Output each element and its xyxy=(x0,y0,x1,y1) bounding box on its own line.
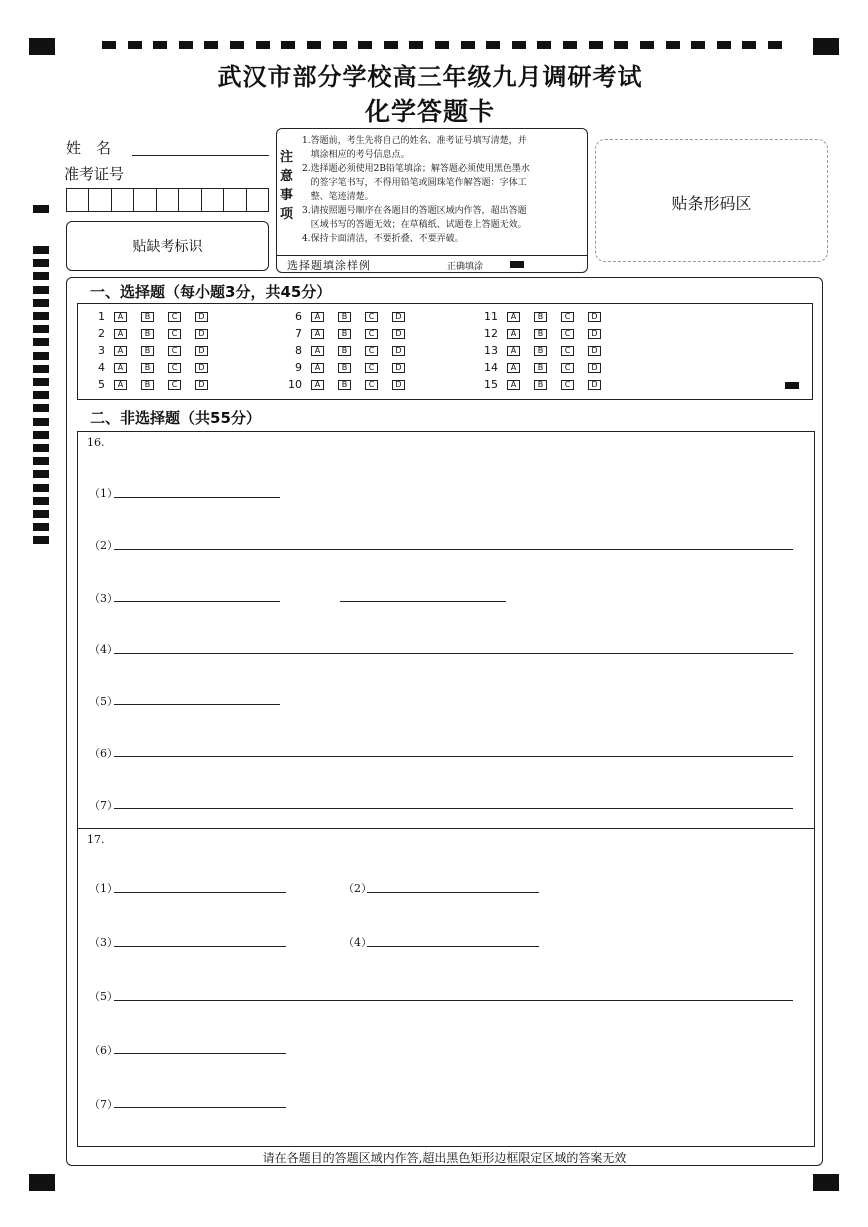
choice-bubble[interactable]: A xyxy=(311,346,324,356)
note-line: 3.请按照题号顺序在各题目的答题区域内作答，超出答题 xyxy=(302,206,527,216)
choice-question-number: 1 xyxy=(98,310,105,323)
timing-mark xyxy=(33,338,49,346)
timing-mark xyxy=(33,352,49,360)
note-line: 的签字笔书写，不得用铅笔或圆珠笔作解答题：字体工 xyxy=(302,178,527,188)
timing-mark xyxy=(33,484,49,492)
q17-part7-label: （7） xyxy=(89,1098,118,1111)
choice-bubble[interactable]: B xyxy=(534,380,547,390)
timing-dash xyxy=(717,41,731,49)
timing-mark xyxy=(33,523,49,531)
choice-bubble[interactable]: A xyxy=(311,363,324,373)
choice-bubble[interactable]: C xyxy=(365,363,378,373)
choice-bubble[interactable]: D xyxy=(195,312,208,322)
barcode-label: 贴条形码区 xyxy=(671,194,752,213)
exam-id-cell[interactable] xyxy=(202,189,224,211)
exam-id-cell[interactable] xyxy=(89,189,111,211)
corner-mark-top-right xyxy=(813,38,839,55)
choice-question-number: 8 xyxy=(295,344,302,357)
choice-bubble[interactable]: B xyxy=(338,312,351,322)
timing-mark xyxy=(33,536,49,544)
timing-mark xyxy=(33,205,49,213)
choice-bubble[interactable]: B xyxy=(338,380,351,390)
top-timing-marks xyxy=(102,41,782,49)
choice-timing-mark xyxy=(785,382,799,389)
choice-bubble[interactable]: D xyxy=(588,329,601,339)
choice-question-number: 12 xyxy=(484,327,498,340)
choice-questions[interactable] xyxy=(77,303,813,400)
choice-bubble[interactable]: A xyxy=(507,312,520,322)
choice-question-number: 11 xyxy=(484,310,498,323)
q16-part7-label: （7） xyxy=(89,799,118,812)
choice-bubble[interactable]: D xyxy=(195,380,208,390)
name-label: 姓 名 xyxy=(66,139,112,157)
q17-part5-label: （5） xyxy=(89,990,118,1003)
choice-bubble[interactable]: D xyxy=(588,346,601,356)
choice-bubble[interactable]: D xyxy=(195,346,208,356)
choice-bubble[interactable]: B xyxy=(141,346,154,356)
choice-bubble[interactable]: A xyxy=(507,363,520,373)
choice-question-number: 13 xyxy=(484,344,498,357)
q17-box xyxy=(77,828,815,1147)
choice-bubble[interactable]: D xyxy=(392,346,405,356)
choice-bubble[interactable]: A xyxy=(114,346,127,356)
note-line: 整、笔迹清楚。 xyxy=(302,192,374,202)
choice-question-number: 15 xyxy=(484,378,498,391)
exam-id-cell[interactable] xyxy=(157,189,179,211)
q17-part6-label: （6） xyxy=(89,1044,118,1057)
timing-dash xyxy=(409,41,423,49)
timing-dash xyxy=(691,41,705,49)
choice-bubble[interactable]: D xyxy=(588,363,601,373)
section2-title: 二、非选择题（共55分） xyxy=(90,409,261,427)
q17-label: 17. xyxy=(87,833,105,846)
timing-mark xyxy=(33,378,49,386)
timing-mark xyxy=(33,444,49,452)
choice-bubble[interactable]: A xyxy=(114,312,127,322)
choice-bubble[interactable]: C xyxy=(168,363,181,373)
timing-dash xyxy=(589,41,603,49)
timing-dash xyxy=(537,41,551,49)
timing-mark xyxy=(33,365,49,373)
section1-title: 一、选择题（每小题3分，共45分） xyxy=(90,283,332,301)
choice-bubble[interactable]: B xyxy=(534,329,547,339)
timing-dash xyxy=(358,41,372,49)
choice-bubble[interactable]: D xyxy=(588,312,601,322)
timing-dash xyxy=(307,41,321,49)
timing-dash xyxy=(486,41,500,49)
choice-bubble[interactable]: C xyxy=(561,363,574,373)
note-line: 4.保持卡面清洁，不要折叠、不要弄破。 xyxy=(302,234,464,244)
notes-list xyxy=(302,134,586,246)
choice-bubble[interactable]: D xyxy=(195,363,208,373)
choice-question-number: 9 xyxy=(295,361,302,374)
correct-fill-label: 正确填涂 xyxy=(447,262,484,272)
timing-dash xyxy=(230,41,244,49)
choice-bubble[interactable]: B xyxy=(141,329,154,339)
choice-question-number: 10 xyxy=(288,378,302,391)
choice-bubble[interactable]: D xyxy=(195,329,208,339)
choice-question-number: 2 xyxy=(98,327,105,340)
timing-mark xyxy=(33,431,49,439)
timing-mark xyxy=(33,272,49,280)
left-timing-marks xyxy=(33,205,49,555)
timing-dash xyxy=(281,41,295,49)
timing-mark xyxy=(33,470,49,478)
exam-id-cell[interactable] xyxy=(224,189,246,211)
choice-bubble[interactable]: B xyxy=(141,363,154,373)
q17-part3-answer-line[interactable] xyxy=(114,946,286,947)
timing-dash xyxy=(204,41,218,49)
q16-label: 16. xyxy=(87,436,105,449)
q16-part6-label: （6） xyxy=(89,747,118,760)
q17-part2-label: （2） xyxy=(343,882,372,895)
name-field[interactable] xyxy=(132,155,269,156)
q17-part1-label: （1） xyxy=(89,882,118,895)
q16-part1-label: （1） xyxy=(89,487,118,500)
timing-mark xyxy=(33,391,49,399)
correct-fill-sample xyxy=(510,261,524,268)
choice-bubble[interactable]: C xyxy=(365,312,378,322)
timing-mark xyxy=(33,312,49,320)
choice-question-number: 5 xyxy=(98,378,105,391)
choice-bubble[interactable]: C xyxy=(365,380,378,390)
choice-bubble[interactable]: D xyxy=(392,329,405,339)
timing-dash xyxy=(128,41,142,49)
choice-bubble[interactable]: A xyxy=(114,363,127,373)
timing-dash xyxy=(435,41,449,49)
timing-dash xyxy=(640,41,654,49)
choice-bubble[interactable]: A xyxy=(114,329,127,339)
choice-question-number: 6 xyxy=(295,310,302,323)
timing-dash xyxy=(179,41,193,49)
choice-bubble[interactable]: B xyxy=(534,346,547,356)
choice-bubble[interactable]: B xyxy=(338,329,351,339)
choice-bubble[interactable]: A xyxy=(507,346,520,356)
choice-bubble[interactable]: A xyxy=(311,380,324,390)
q16-part2-label: （2） xyxy=(89,539,118,552)
choice-bubble[interactable]: B xyxy=(141,312,154,322)
choice-question-number: 4 xyxy=(98,361,105,374)
choice-bubble[interactable]: B xyxy=(338,363,351,373)
absent-mark-label: 贴缺考标识 xyxy=(132,239,203,255)
choice-bubble[interactable]: C xyxy=(168,380,181,390)
exam-id-label: 准考证号 xyxy=(64,165,125,183)
footer-note: 请在各题目的答题区域内作答,超出黑色矩形边框限定区域的答案无效 xyxy=(262,1151,627,1165)
timing-mark xyxy=(33,286,49,294)
choice-bubble[interactable]: D xyxy=(392,363,405,373)
choice-bubble[interactable]: B xyxy=(141,380,154,390)
timing-dash xyxy=(461,41,475,49)
choice-bubble[interactable]: A xyxy=(507,380,520,390)
exam-id-cell[interactable] xyxy=(179,189,201,211)
choice-bubble[interactable]: A xyxy=(114,380,127,390)
q17-part4-answer-line[interactable] xyxy=(367,946,539,947)
corner-mark-bottom-left xyxy=(29,1174,55,1191)
note-line: 2.选择题必须使用2B铅笔填涂；解答题必须使用黑色墨水 xyxy=(302,164,530,174)
timing-dash xyxy=(563,41,577,49)
choice-bubble[interactable]: C xyxy=(561,380,574,390)
choice-bubble[interactable]: B xyxy=(534,363,547,373)
q16-part3-label: （3） xyxy=(89,592,118,605)
corner-mark-bottom-right xyxy=(813,1174,839,1191)
timing-dash xyxy=(384,41,398,49)
timing-mark xyxy=(33,497,49,505)
timing-dash xyxy=(256,41,270,49)
choice-bubble[interactable]: A xyxy=(507,329,520,339)
choice-bubble[interactable]: B xyxy=(338,346,351,356)
choice-bubble[interactable]: B xyxy=(534,312,547,322)
choice-bubble[interactable]: A xyxy=(311,329,324,339)
note-line: 区域书写的答题无效；在草稿纸、试题卷上答题无效。 xyxy=(302,220,527,230)
q16-part2-answer-line[interactable] xyxy=(114,549,793,550)
choice-bubble[interactable]: C xyxy=(561,329,574,339)
q16-part4-answer-line[interactable] xyxy=(114,653,793,654)
exam-id-cell[interactable] xyxy=(112,189,134,211)
q16-part6-answer-line[interactable] xyxy=(114,756,793,757)
timing-dash xyxy=(768,41,782,49)
q16-part5-answer-line[interactable] xyxy=(114,704,280,705)
exam-id-grid[interactable] xyxy=(66,188,269,212)
sample-label: 选择题填涂样例 xyxy=(287,259,371,272)
timing-mark xyxy=(33,457,49,465)
notes-sample-divider xyxy=(276,255,588,256)
choice-bubble[interactable]: C xyxy=(365,329,378,339)
notes-heading: 注 意 事 项 xyxy=(280,150,294,222)
choice-bubble[interactable]: A xyxy=(311,312,324,322)
exam-id-cell[interactable] xyxy=(134,189,156,211)
choice-question-number: 3 xyxy=(98,344,105,357)
timing-mark xyxy=(33,325,49,333)
note-line: 1.答题前，考生先将自己的姓名、准考证号填写清楚，并 xyxy=(302,136,527,146)
timing-dash xyxy=(614,41,628,49)
choice-question-number: 14 xyxy=(484,361,498,374)
choice-question-number: 7 xyxy=(295,327,302,340)
choice-bubble[interactable]: C xyxy=(168,329,181,339)
timing-mark xyxy=(33,299,49,307)
choice-bubble[interactable]: C xyxy=(168,312,181,322)
q16-part4-label: （4） xyxy=(89,643,118,656)
choice-bubble[interactable]: C xyxy=(168,346,181,356)
choice-bubble[interactable]: D xyxy=(392,380,405,390)
q16-part1-answer-line[interactable] xyxy=(114,497,280,498)
q16-part7-answer-line[interactable] xyxy=(114,808,793,809)
q17-part7-answer-line[interactable] xyxy=(114,1107,286,1108)
q17-part6-answer-line[interactable] xyxy=(114,1053,286,1054)
q17-part4-label: （4） xyxy=(343,936,372,949)
choice-bubble[interactable]: D xyxy=(392,312,405,322)
choice-bubble[interactable]: C xyxy=(561,312,574,322)
timing-mark xyxy=(33,510,49,518)
timing-dash xyxy=(333,41,347,49)
page-title: 武汉市部分学校高三年级九月调研考试 xyxy=(217,63,643,91)
choice-bubble[interactable]: C xyxy=(561,346,574,356)
choice-bubble[interactable]: C xyxy=(365,346,378,356)
q17-part3-label: （3） xyxy=(89,936,118,949)
q16-part3-answer-line-b[interactable] xyxy=(340,601,506,602)
timing-dash xyxy=(742,41,756,49)
choice-bubble[interactable]: D xyxy=(588,380,601,390)
timing-mark xyxy=(33,404,49,412)
timing-mark xyxy=(33,246,49,254)
corner-mark-top-left xyxy=(29,38,55,55)
q17-part2-answer-line[interactable] xyxy=(367,892,539,893)
page-subtitle: 化学答题卡 xyxy=(364,97,495,126)
q16-box xyxy=(77,431,815,829)
q17-part1-answer-line[interactable] xyxy=(114,892,286,893)
timing-dash xyxy=(102,41,116,49)
q16-part3-answer-line-a[interactable] xyxy=(114,601,280,602)
timing-dash xyxy=(666,41,680,49)
exam-id-cell[interactable] xyxy=(67,189,89,211)
q16-part5-label: （5） xyxy=(89,695,118,708)
timing-mark xyxy=(33,418,49,426)
timing-mark xyxy=(33,259,49,267)
timing-dash xyxy=(153,41,167,49)
q17-part5-answer-line[interactable] xyxy=(114,1000,793,1001)
note-line: 填涂相应的考号信息点。 xyxy=(302,150,410,160)
timing-dash xyxy=(512,41,526,49)
exam-id-cell[interactable] xyxy=(247,189,268,211)
